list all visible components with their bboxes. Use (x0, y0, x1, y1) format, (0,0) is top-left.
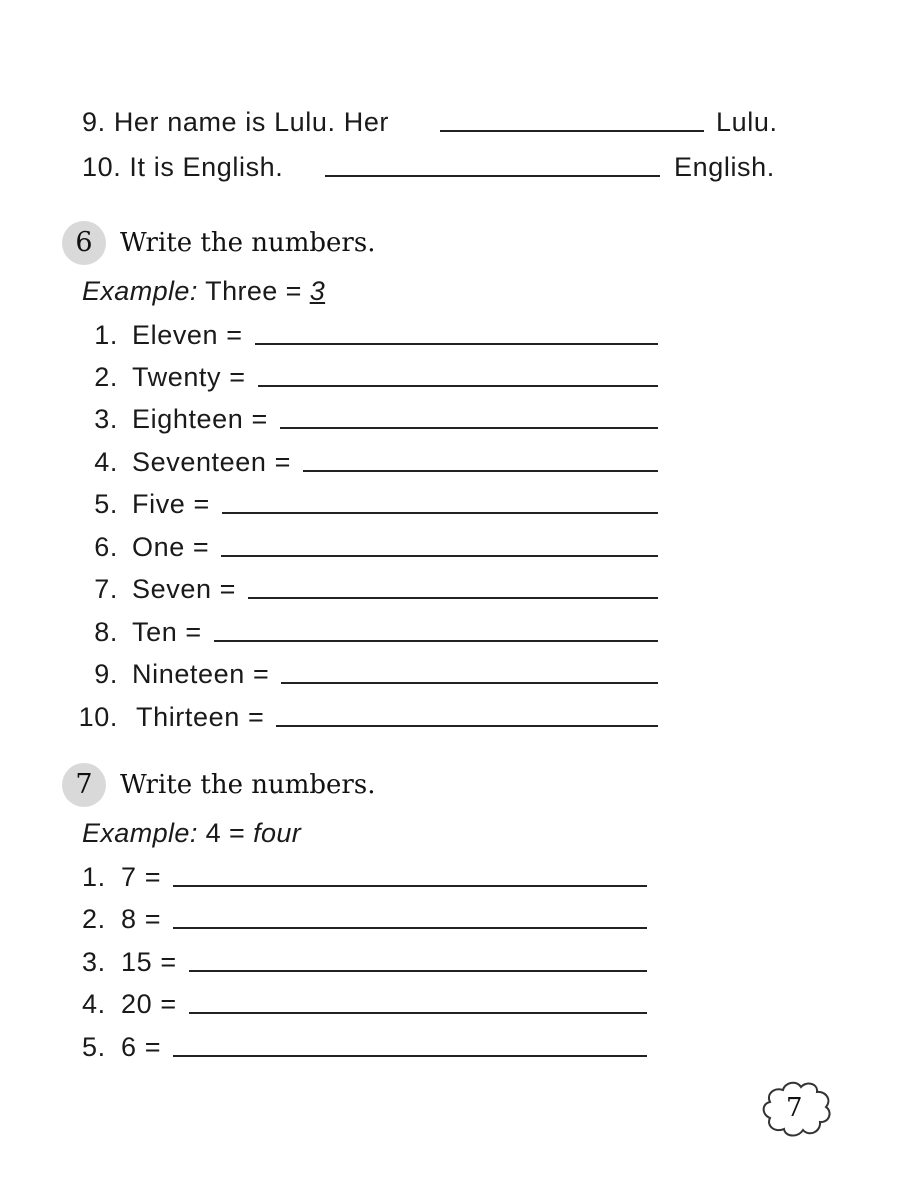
exercise-7-answer-blank[interactable] (173, 1055, 647, 1057)
exercise-6-item-number: 10. (78, 702, 118, 732)
exercise-7-example (82, 817, 301, 849)
exercise-6-answer-blank[interactable] (255, 343, 658, 345)
exercise-6-answer-blank[interactable] (222, 512, 658, 514)
exercise-7-instruction: Write the numbers. (120, 770, 376, 800)
exercise-6-item-number: 9. (94, 659, 118, 689)
exercise-7-item-number: 5. (82, 1032, 106, 1062)
exercise-6-item-number: 4. (94, 447, 118, 477)
sentence-10-end: English. (674, 152, 775, 182)
exercise-6-item-text: Ten = (132, 617, 202, 647)
exercise-7-item-text: 8 = (121, 904, 162, 934)
example-label: Example: (82, 276, 198, 306)
exercise-6-item-text: Nineteen = (132, 659, 270, 689)
exercise-7-answer-blank[interactable] (173, 927, 647, 929)
exercise-6-item-number: 8. (94, 617, 118, 647)
example-label: Example: (82, 818, 198, 848)
exercise-6-answer-blank[interactable] (258, 385, 658, 387)
exercise-6-item-text: Five = (132, 489, 210, 519)
page-number: 7 (786, 1093, 803, 1123)
exercise-6-example (82, 275, 325, 307)
sentence-9-blank[interactable] (440, 130, 704, 132)
exercise-6-item-number: 6. (94, 532, 118, 562)
exercise-6-item-text: Seventeen = (132, 447, 291, 477)
exercise-6-item-number: 3. (94, 404, 118, 434)
exercise-6-item-text: One = (132, 532, 210, 562)
sentence-9-end: Lulu. (716, 107, 778, 137)
exercise-6-number: 6 (62, 221, 106, 265)
exercise-7-number: 7 (62, 763, 106, 807)
exercise-7-item-number: 3. (82, 947, 106, 977)
exercise-6-answer-blank[interactable] (280, 427, 658, 429)
example-answer: four (253, 818, 302, 848)
example-text: 4 = (205, 818, 246, 848)
exercise-6-item-number: 2. (94, 362, 118, 392)
sentence-10-blank[interactable] (325, 175, 660, 177)
exercise-7-answer-blank[interactable] (189, 1012, 647, 1014)
exercise-6-item-number: 1. (94, 320, 118, 350)
exercise-6-item-text: Eleven = (132, 320, 243, 350)
exercise-7-item-text: 7 = (121, 862, 162, 892)
exercise-7-item-number: 2. (82, 904, 106, 934)
sentence-10-start: 10. It is English. (82, 152, 284, 182)
exercise-6-answer-blank[interactable] (214, 640, 658, 642)
exercise-7-item-number: 4. (82, 989, 106, 1019)
exercise-6-item-text: Twenty = (132, 362, 246, 392)
example-text: Three = (205, 276, 302, 306)
exercise-7-answer-blank[interactable] (189, 970, 647, 972)
exercise-6-answer-blank[interactable] (281, 682, 658, 684)
exercise-6-answer-blank[interactable] (248, 597, 658, 599)
exercise-7-answer-blank[interactable] (173, 885, 647, 887)
exercise-6-item-text: Thirteen = (136, 702, 265, 732)
exercise-6-item-number: 5. (94, 489, 118, 519)
exercise-6-item-text: Eighteen = (132, 404, 268, 434)
exercise-6-answer-blank[interactable] (276, 725, 658, 727)
exercise-7-item-text: 15 = (121, 947, 177, 977)
exercise-6-item-text: Seven = (132, 574, 237, 604)
exercise-6-answer-blank[interactable] (221, 555, 658, 557)
exercise-7-item-number: 1. (82, 862, 106, 892)
exercise-6-answer-blank[interactable] (303, 470, 658, 472)
exercise-6-instruction: Write the numbers. (120, 228, 376, 258)
exercise-6-item-number: 7. (94, 574, 118, 604)
exercise-7-item-text: 6 = (121, 1032, 162, 1062)
example-answer: 3 (309, 276, 326, 306)
sentence-9-start: 9. Her name is Lulu. Her (82, 107, 390, 137)
exercise-7-item-text: 20 = (121, 989, 177, 1019)
